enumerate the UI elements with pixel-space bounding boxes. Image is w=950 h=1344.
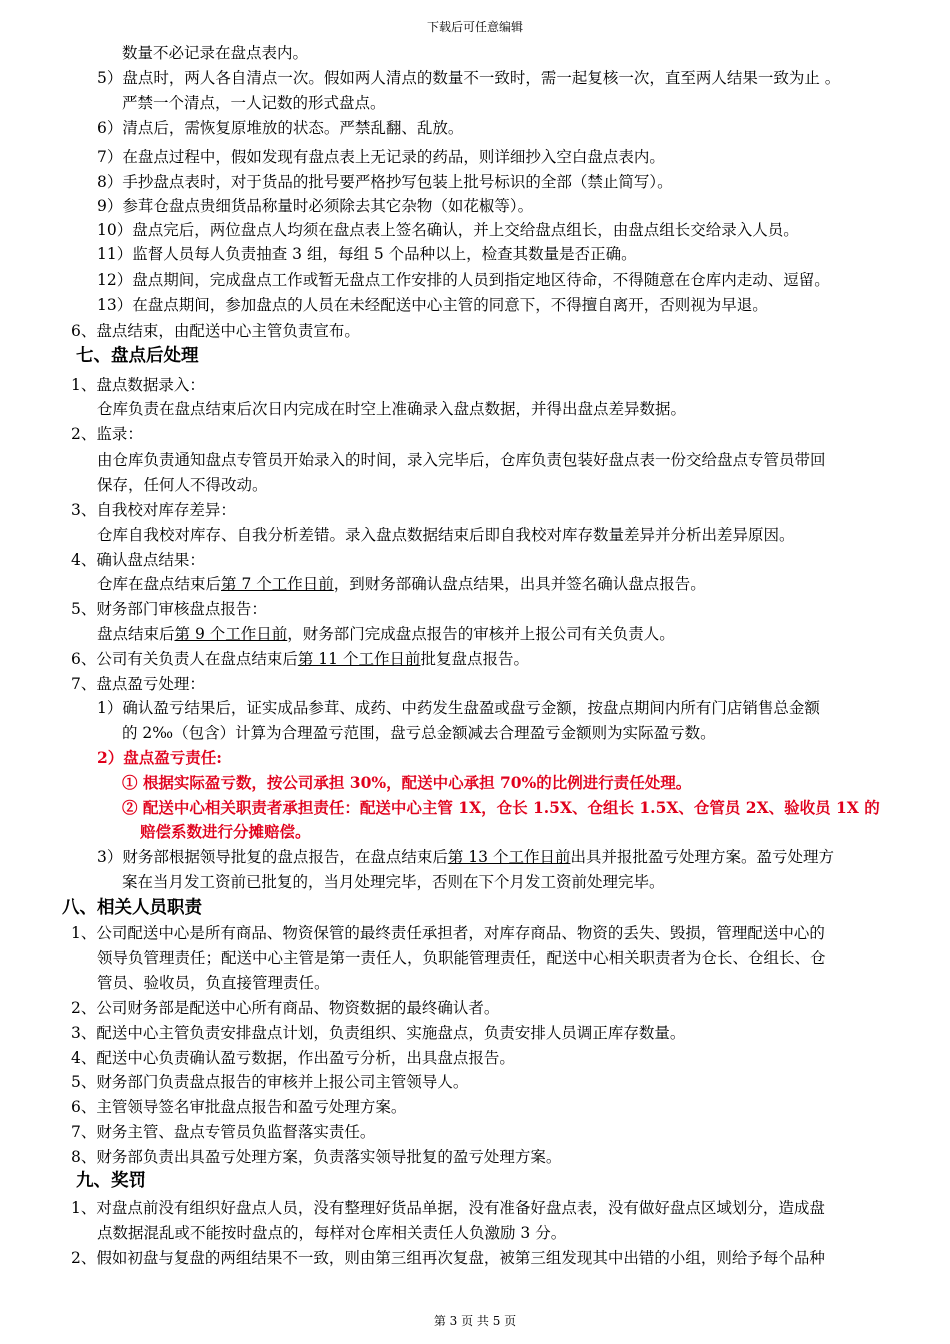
text-line: 严禁一个清点，一人记数的形式盘点。 bbox=[122, 94, 386, 112]
text-line: 8、财务部负责出具盈亏处理方案，负责落实领导批复的盈亏处理方案。 bbox=[71, 1148, 562, 1166]
text-line: 11）监督人员每人负责抽查 3 组，每组 5 个品种以上，检查其数量是否正确。 bbox=[97, 245, 637, 263]
deadline-underlined: 第 9 个工作日前 bbox=[174, 625, 288, 643]
text-line: 12）盘点期间，完成盘点工作或暂无盘点工作安排的人员到指定地区待命，不得随意在仓库内走动、逗留。 bbox=[97, 271, 830, 289]
text-line: 10）盘点完后，两位盘点人均须在盘点表上签名确认，并上交给盘点组长，由盘点组长交给录入人员。 bbox=[97, 221, 799, 239]
page-header: 下载后可任意编辑 bbox=[426, 20, 523, 34]
text-line: 2、假如初盘与复盘的两组结果不一致，则由第三组再次复盘，被第三组发现其中出错的小组，则给予每个品种 bbox=[71, 1249, 825, 1267]
text-line: 3、自我校对库存差异： bbox=[71, 501, 236, 519]
text-line: 4、配送中心负责确认盈亏数据，作出盈亏分析，出具盘点报告。 bbox=[71, 1049, 515, 1067]
text-line: 9）参茸仓盘点贵细货品称量时必须除去其它杂物（如花椒等）。 bbox=[97, 197, 534, 215]
text-line: 3）财务部根据领导批复的盘点报告，在盘点结束后第 13 个工作日前出具并报批盈亏处理方案。盈亏处理方 bbox=[97, 848, 834, 866]
text-line: 1、盘点数据录入： bbox=[71, 376, 205, 394]
text-line: 6）清点后，需恢复原堆放的状态。严禁乱翻、乱放。 bbox=[97, 119, 464, 137]
text-line: 盘点结束后第 9 个工作日前，财务部门完成盘点报告的审核并上报公司有关负责人。 bbox=[97, 625, 675, 643]
section-heading-8: 八、相关人员职责 bbox=[62, 898, 202, 918]
text-line: 6、主管领导签名审批盘点报告和盈亏处理方案。 bbox=[71, 1098, 407, 1116]
deadline-underlined: 第 7 个工作日前 bbox=[221, 575, 334, 593]
text-line: 2、监录： bbox=[71, 425, 143, 443]
text-line: 8）手抄盘点表时，对于货品的批号要严格抄写包装上批号标识的全部（禁止简写）。 bbox=[97, 173, 673, 191]
deadline-underlined: 第 13 个工作日前 bbox=[447, 848, 571, 866]
text-line: 点数据混乱或不能按时盘点的，每样对仓库相关责任人负激励 3 分。 bbox=[97, 1224, 567, 1242]
red-text-line: ① 根据实际盈亏数，按公司承担 30%，配送中心承担 70%的比例进行责任处理。 bbox=[122, 773, 692, 792]
text-line: 的 2‰（包含）计算为合理盈亏范围，盘亏总金额减去合理盈亏金额则为实际盈亏数。 bbox=[122, 724, 716, 742]
text-line: 6、公司有关负责人在盘点结束后第 11 个工作日前批复盘点报告。 bbox=[71, 650, 529, 668]
text-line: 7）在盘点过程中，假如发现有盘点表上无记录的药品，则详细抄入空白盘点表内。 bbox=[97, 148, 665, 166]
section-heading-7: 七、盘点后处理 bbox=[76, 346, 199, 366]
text-line: 仓库自我校对库存、自我分析差错。录入盘点数据结束后即自我校对库存数量差异并分析出差异原因。 bbox=[97, 526, 795, 544]
text-line: 1、对盘点前没有组织好盘点人员，没有整理好货品单据，没有准备好盘点表，没有做好盘点区域划分，造成盘 bbox=[71, 1199, 825, 1217]
text-line: 5、财务部门负责盘点报告的审核并上报公司主管领导人。 bbox=[71, 1073, 469, 1091]
text-line: 7、盘点盈亏处理： bbox=[71, 675, 205, 693]
page-footer: 第 3 页 共 5 页 bbox=[433, 1314, 517, 1328]
red-text-line: 赔偿系数进行分摊赔偿。 bbox=[140, 822, 311, 841]
text-line: 1）确认盈亏结果后，证实成品参茸、成药、中药发生盘盈或盘亏金额，按盘点期间内所有门店销售总金额 bbox=[97, 699, 820, 717]
text-line: 仓库在盘点结束后第 7 个工作日前，到财务部确认盘点结果，出具并签名确认盘点报告。 bbox=[97, 575, 706, 593]
text-line: 1、公司配送中心是所有商品、物资保管的最终责任承担者，对库存商品、物资的丢失、毁损，管理配送中心的 bbox=[71, 924, 825, 942]
text-line: 13）在盘点期间，参加盘点的人员在未经配送中心主管的同意下，不得擅自离开，否则视为早退。 bbox=[97, 296, 768, 314]
text-line: 由仓库负责通知盘点专管员开始录入的时间，录入完毕后，仓库负责包装好盘点表一份交给盘点专管员带回 bbox=[97, 451, 826, 469]
text-line: 2、公司财务部是配送中心所有商品、物资数据的最终确认者。 bbox=[71, 999, 500, 1017]
section-heading-9: 九、奖罚 bbox=[76, 1171, 146, 1191]
text-line: 管员、验收员，负直接管理责任。 bbox=[97, 974, 330, 992]
text-line: 5、财务部门审核盘点报告： bbox=[71, 600, 267, 618]
text-line: 数量不必记录在盘点表内。 bbox=[122, 44, 309, 62]
text-line: 仓库负责在盘点结束后次日内完成在时空上准确录入盘点数据，并得出盘点差异数据。 bbox=[97, 400, 687, 418]
text-line: 保存，任何人不得改动。 bbox=[97, 476, 268, 494]
red-text-line: ② 配送中心相关职责者承担责任：配送中心主管 1X，仓长 1.5X、仓组长 1.5X、仓管员 2X、验收员 1X 的 bbox=[122, 798, 880, 817]
text-line: 7、财务主管、盘点专管员负监督落实责任。 bbox=[71, 1123, 376, 1141]
text-line: 4、确认盘点结果： bbox=[71, 551, 205, 569]
red-subheading: 2）盘点盈亏责任: bbox=[97, 748, 223, 767]
text-line: 5）盘点时，两人各自清点一次。假如两人清点的数量不一致时，需一起复核一次，直至两人结果一致为止 。 bbox=[97, 69, 841, 87]
text-line: 6、盘点结束，由配送中心主管负责宣布。 bbox=[71, 322, 360, 340]
deadline-underlined: 第 11 个工作日前 bbox=[297, 650, 421, 668]
text-line: 案在当月发工资前已批复的，当月处理完毕，否则在下个月发工资前处理完毕。 bbox=[122, 873, 665, 891]
text-line: 领导负管理责任；配送中心主管是第一责任人，负职能管理责任，配送中心相关职责者为仓长、仓组长、仓 bbox=[97, 949, 826, 967]
text-line: 3、配送中心主管负责安排盘点计划，负责组织、实施盘点，负责安排人员调正库存数量。 bbox=[71, 1024, 686, 1042]
